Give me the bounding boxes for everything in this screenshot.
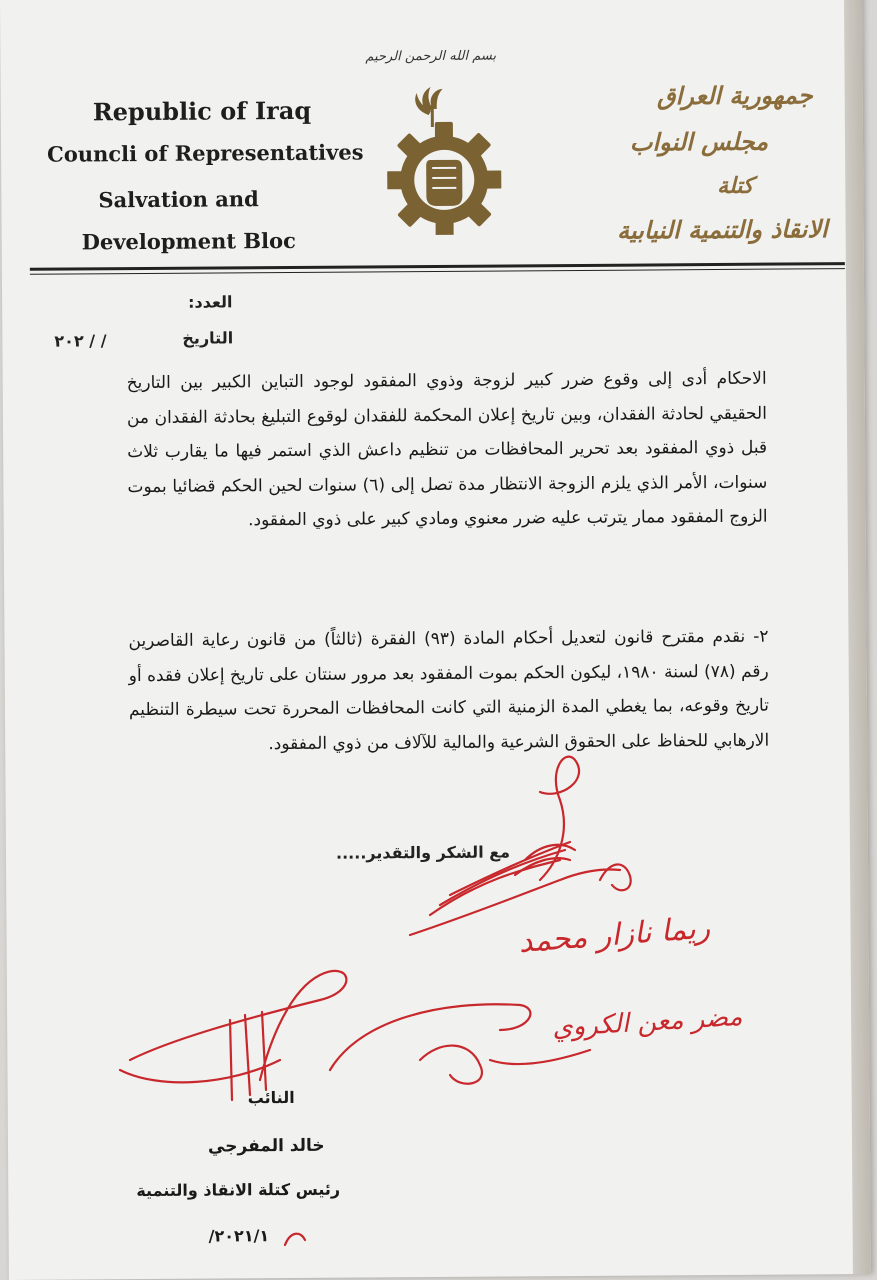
signatory-title: رئيس كتلة الانقاذ والتنمية xyxy=(136,1179,341,1201)
bloc-emblem-logo xyxy=(387,85,502,236)
basmala: بسم الله الرحمن الرحيم xyxy=(365,48,497,65)
handwritten-note-1: ريما نازار محمد xyxy=(517,910,712,961)
header-ar-line-4: الانقاذ والتنمية النيابية xyxy=(617,214,828,245)
body-paragraph-2: ٢- نقدم مقترح قانون لتعديل أحكام المادة (٩٣) الفقرة (ثالثاً) من قانون رعاية القاصرين رقم (٧٨) لسنة ١٩٨٠، ليكون الحكم بموت المفقود بعد مرور سنتان على تاريخ إعلان فقده أو تاريخ وقوعه، بما يغطي المدة الزمنية التي كانت المحافظات المحررة تحت سيطرة التنظيم الارهابي للحفاظ على الحقوق الشرعية والمالية للآلاف من ذوي المفقود. xyxy=(128,626,770,754)
date-value: / / ٢٠٢ xyxy=(54,331,107,351)
date-label: التاريخ xyxy=(182,328,234,348)
header-en-line-2: Councli of Representatives xyxy=(46,139,364,167)
number-label: العدد: xyxy=(188,292,233,312)
header-ar-line-1: جمهورية العراق xyxy=(656,80,813,111)
signatory-date: ٢٠٢١/١/ xyxy=(208,1226,270,1246)
signatory-role: النائب xyxy=(247,1087,295,1108)
header-ar-line-2: مجلس النواب xyxy=(629,126,769,157)
header-en-line-4: Development Bloc xyxy=(81,227,296,255)
closing-greeting: مع الشكر والتقدير..... xyxy=(335,842,511,863)
header-en-line-1: Republic of Iraq xyxy=(92,95,312,127)
header-en-line-3: Salvation and xyxy=(98,186,259,213)
signatory-name: خالد المفرجي xyxy=(207,1135,325,1157)
handwritten-note-2: مضر معن الكروي xyxy=(551,1001,744,1044)
header-ar-line-3: كتلة xyxy=(717,172,754,199)
page-edge xyxy=(844,0,871,1274)
body-paragraph-1: الاحكام أدى إلى وقوع ضرر كبير لزوجة وذوي المفقود لوجود التباين الكبير بين التاريخ الحقيقي لحادثة الفقدان، وبين تاريخ إعلان المحكمة للفقدان لوقوع التبليغ بحادثة الفقدان من قبل ذوي المفقود بعد تحرير المحافظات من تنظيم داعش الذي استمر فيها ما يقارب ثلاث سنوات، الأمر الذي يلزم الزوجة الانتظار مدة تصل إلى (٦) سنوات لحين الحكم قضائيا بموت الزوج المفقود ممار يترتب عليه ضرر معنوي ومادي كبير على ذوي المفقود. xyxy=(126,368,768,531)
